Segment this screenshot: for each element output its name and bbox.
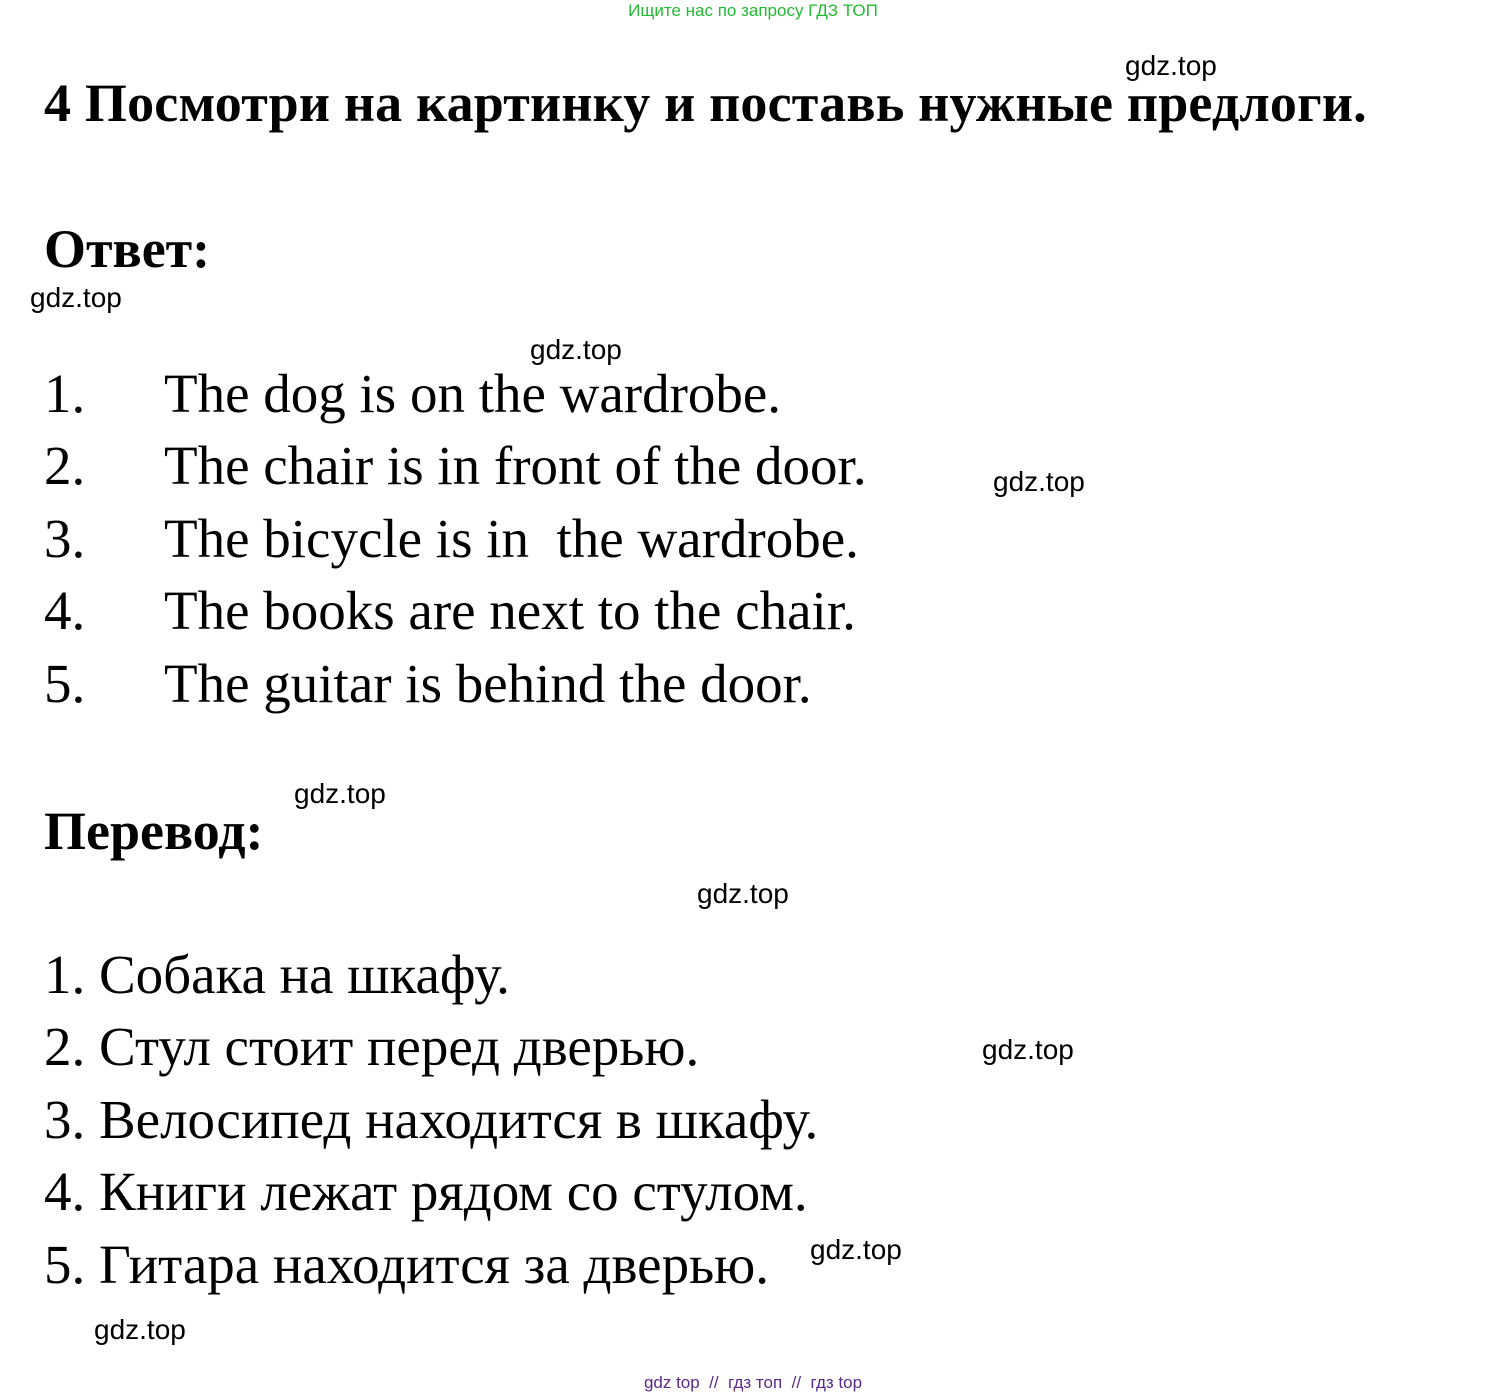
translation-heading: Перевод: xyxy=(44,801,264,861)
page-title: 4 Посмотри на картинку и поставь нужные предлоги. xyxy=(44,73,1367,133)
watermark: gdz.top xyxy=(30,282,122,313)
answer-item xyxy=(44,652,812,715)
answer-item xyxy=(44,507,859,570)
answer-item xyxy=(44,579,856,642)
watermark: gdz.top xyxy=(810,1234,902,1265)
watermark: gdz.top xyxy=(982,1034,1074,1065)
answer-item-text: The chair is in front of the door. xyxy=(164,435,867,496)
answer-heading: Ответ: xyxy=(44,219,211,279)
answer-item-text: The dog is on the wardrobe. xyxy=(164,363,782,424)
footer: gdz top // гдз топ // гдз top xyxy=(643,1373,863,1392)
answer-item-text: The guitar is behind the door. xyxy=(164,653,812,714)
translation-item: 2. Стул стоит перед дверью. xyxy=(44,1016,700,1077)
watermark: gdz.top xyxy=(697,878,789,909)
watermark: gdz.top xyxy=(294,778,386,809)
watermark: gdz.top xyxy=(530,334,622,365)
translation-item: 4. Книги лежат рядом со стулом. xyxy=(44,1161,808,1222)
translation-item: 5. Гитара находится за дверью. xyxy=(44,1234,770,1295)
watermark: gdz.top xyxy=(1125,50,1217,81)
watermark: gdz.top xyxy=(993,466,1085,497)
answer-item-number: 4. xyxy=(44,580,86,641)
answer-item-number: 2. xyxy=(44,435,86,496)
answer-item-number: 3. xyxy=(44,508,86,569)
answer-item xyxy=(44,362,781,425)
translation-item: 1. Собака на шкафу. xyxy=(44,944,510,1005)
top-banner: Ищите нас по запросу ГДЗ ТОП xyxy=(628,1,878,20)
answer-item-number: 5. xyxy=(44,653,86,714)
answer-item-text: The bicycle is in the wardrobe. xyxy=(164,508,859,569)
watermark: gdz.top xyxy=(94,1314,186,1345)
answer-item xyxy=(44,434,867,497)
translation-item: 3. Велосипед находится в шкафу. xyxy=(44,1089,819,1150)
answer-item-text: The books are next to the chair. xyxy=(164,580,856,641)
answer-item-number: 1. xyxy=(44,363,86,424)
